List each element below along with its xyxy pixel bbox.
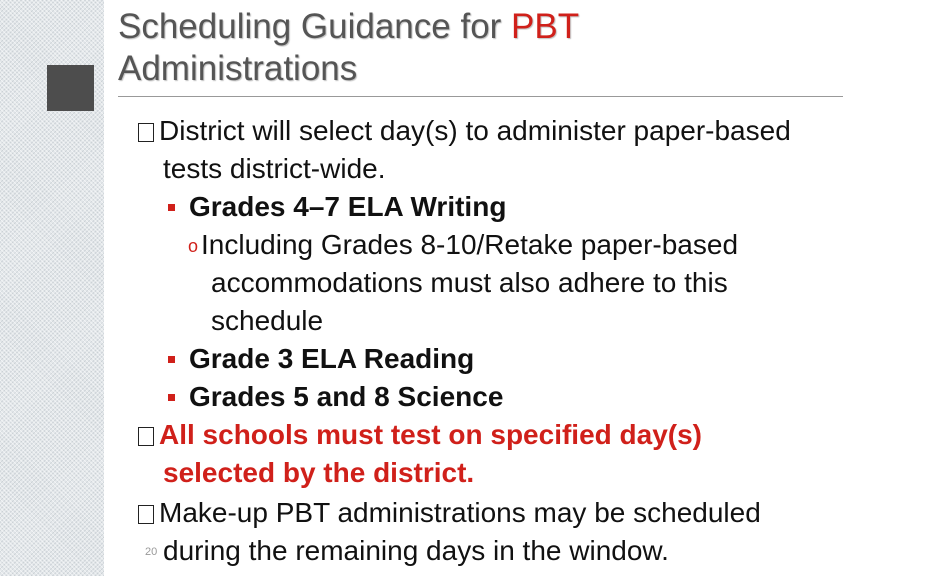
sub-sub-bullet-line-1: [188, 226, 738, 265]
sub-sub-bullet-text: Including Grades 8-10/Retake paper-based: [201, 229, 739, 260]
bullet-1-line-1: [138, 112, 791, 150]
slide-number: 20: [145, 546, 158, 558]
title-accent: PBT: [511, 7, 580, 46]
sub-bullet-text: Grades 5 and 8 Science: [189, 381, 504, 412]
sub-sub-bullet-line-2: accommodations must also adhere to this: [211, 267, 728, 298]
square-bullet-icon: [168, 204, 175, 211]
bullet-1-line-2: tests district-wide.: [163, 153, 386, 184]
slide-title: [118, 6, 878, 90]
sub-bullet-text: Grade 3 ELA Reading: [189, 343, 475, 374]
bullet-3-line-2: during the remaining days in the window.: [163, 535, 669, 566]
bullet-text: All schools must test on specified day(s): [159, 419, 703, 450]
sub-bullet-text: Grades 4–7 ELA Writing: [189, 191, 507, 222]
checkbox-bullet-icon: [138, 505, 154, 524]
circle-bullet-icon: o: [188, 236, 199, 256]
checkbox-bullet-icon: [138, 427, 154, 446]
sub-bullet-2: [168, 340, 474, 378]
title-text: Scheduling Guidance for: [118, 7, 512, 46]
bullet-text: Make-up PBT administrations may be scheduled: [159, 497, 761, 528]
square-bullet-icon: [168, 394, 175, 401]
title-line-2: Administrations: [118, 49, 358, 88]
checkbox-bullet-icon: [138, 123, 154, 142]
bullet-3-line-1: [138, 494, 761, 532]
bullet-text: District will select day(s) to administer paper-based: [159, 115, 791, 146]
bullet-2-line-1: [138, 416, 702, 454]
bullet-2-line-2: selected by the district.: [163, 457, 475, 488]
title-divider: [118, 96, 843, 97]
sub-bullet-1: [168, 188, 506, 226]
square-bullet-icon: [168, 356, 175, 363]
decorative-square: [47, 65, 94, 111]
sub-bullet-3: [168, 378, 503, 416]
sub-sub-bullet-line-3: schedule: [211, 305, 324, 336]
